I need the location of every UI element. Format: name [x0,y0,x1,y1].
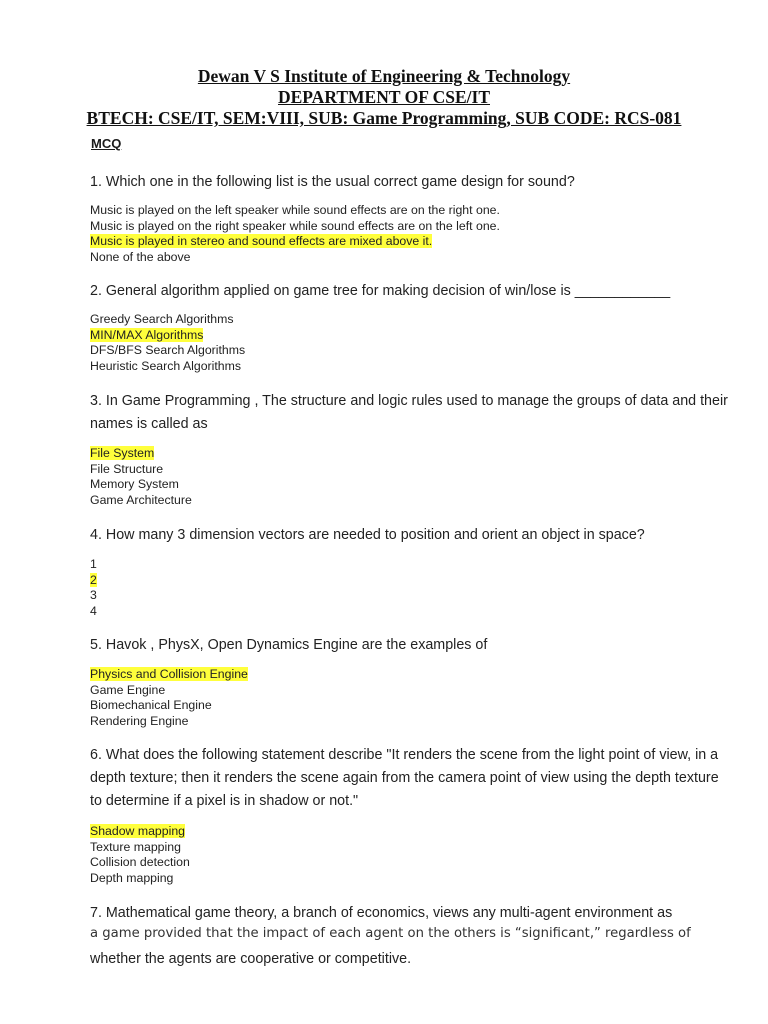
option: File Structure [90,461,164,476]
option: Heuristic Search Algorithms [90,358,242,373]
option: Memory System [90,477,179,492]
option: 4 [90,603,97,618]
option: None of the above [90,249,191,264]
option: Texture mapping [90,839,181,854]
option: Game Architecture [90,492,192,507]
option-answer: Physics and Collision Engine [90,667,248,681]
question-2: 2. General algorithm applied on game tree for making decision of win/lose is ____________ [90,283,671,299]
question-6: 6. What does the following statement describe "It renders the scene from the light point of view, in a depth texture; then it renders the scene again from the camera point of view using the depth texture to determine if a pixel is in shadow or not." [90,747,719,809]
option: Music is played on the right speaker while sound effects are on the left one. [90,218,500,233]
options-2 [90,312,245,374]
option: Collision detection [90,855,190,870]
option-answer: 2 [90,572,97,587]
options-4 [90,557,97,619]
option: Music is played on the left speaker while sound effects are on the right one. [90,203,500,217]
option: Greedy Search Algorithms [90,312,234,326]
option-answer: MIN/MAX Algorithms [90,327,204,342]
option-answer: Music is played in stereo and sound effects are mixed above it. [90,234,433,249]
option-answer: File System [90,446,155,460]
option: Game Engine [90,682,166,697]
department-name: DEPARTMENT OF CSE/IT [277,87,490,107]
question-7-line-3: whether the agents are cooperative or competitive. [90,951,412,967]
options-5 [90,667,248,729]
option: 1 [90,557,97,571]
option: Rendering Engine [90,713,189,728]
options-1 [90,203,500,265]
question-5: 5. Havok , PhysX, Open Dynamics Engine are the examples of [90,637,488,653]
question-1: 1. Which one in the following list is the usual correct game design for sound? [90,174,575,190]
options-3 [90,446,192,508]
course-info: BTECH: CSE/IT, SEM:VIII, SUB: Game Programming, SUB CODE: RCS-081 [86,108,682,128]
question-4: 4. How many 3 dimension vectors are needed to position and orient an object in space? [90,527,645,543]
options-6 [90,824,190,886]
question-3: 3. In Game Programming , The structure and logic rules used to manage the groups of data and their names is called as [90,393,728,432]
section-title: MCQ [91,136,122,151]
option: Depth mapping [90,870,174,885]
option: 3 [90,588,97,603]
institute-name: Dewan V S Institute of Engineering & Technology [197,66,571,86]
option-answer: Shadow mapping [90,824,186,838]
option: DFS/BFS Search Algorithms [90,343,246,358]
question-7-line-2: a game provided that the impact of each agent on the others is “significant,” regardless of [90,926,691,941]
option: Biomechanical Engine [90,698,212,713]
question-7-line-1: 7. Mathematical game theory, a branch of economics, views any multi-agent environment as [90,905,673,921]
document-header [0,66,768,129]
